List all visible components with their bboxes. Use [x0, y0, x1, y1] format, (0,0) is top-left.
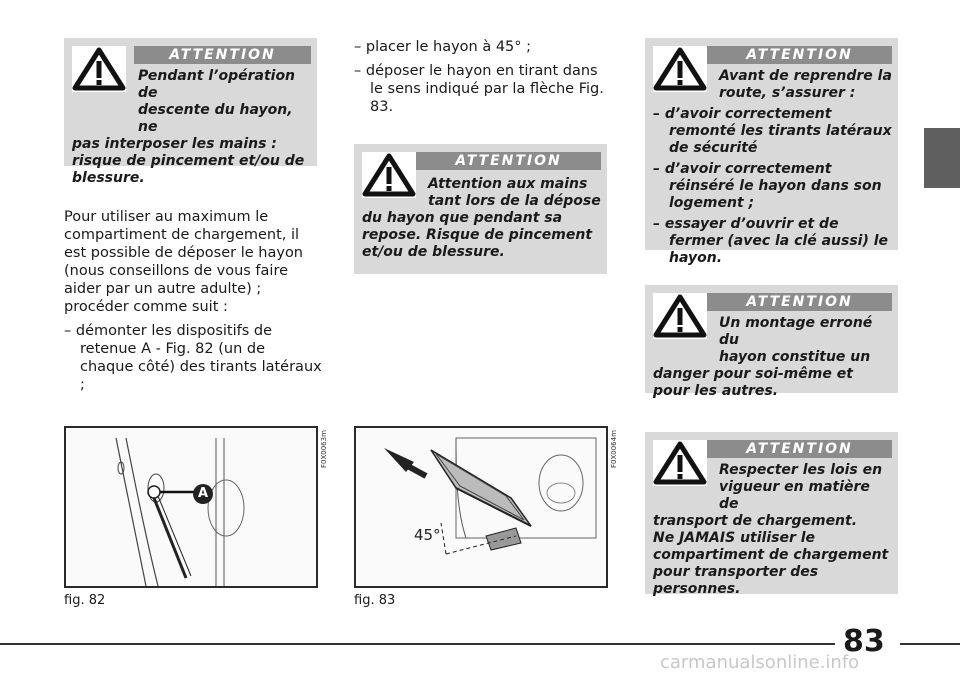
warning-text-rest: danger pour soi-même et pour les autres.: [653, 366, 853, 399]
callout-a-badge: A: [193, 484, 213, 504]
warning-text-line: vigueur en matière de: [719, 479, 870, 512]
warning-text-rest: du hayon que pendant sa repose. Risque de pincement et/ou de blessure.: [362, 210, 593, 260]
footer-rule-right: [900, 643, 960, 645]
warning-box-3: [645, 38, 898, 266]
figure-caption: fig. 82: [64, 593, 106, 608]
step-1: – démonter les dispositifs de retenue A - Fig. 82 (un de chaque côté) des tirants latéraux ;: [64, 323, 322, 393]
warning-text-line: Un montage erroné du: [719, 315, 873, 348]
warning-text-line: descente du hayon, ne: [138, 102, 293, 135]
warning-list-item: – essayer d’ouvrir et de fermer (avec la clé aussi) le hayon.: [653, 216, 889, 266]
warning-text-line: hayon constitue un: [719, 349, 871, 365]
warning-list-item: – d’avoir correctement réinséré le hayon dans son logement ;: [653, 161, 882, 211]
warning-text-rest: pas interposer les mains : risque de pincement et/ou de blessure.: [72, 136, 305, 186]
attention-band: ATTENTION: [707, 440, 892, 458]
warning-box-5: [645, 432, 898, 597]
warning-list-item: – d’avoir correctement remonté les tirants latéraux de sécurité: [653, 106, 892, 156]
warning-text-line: route, s’assurer :: [719, 85, 856, 101]
step-2: – placer le hayon à 45° ;: [354, 39, 532, 55]
section-tab: [924, 128, 960, 188]
footer-rule-left: [0, 643, 835, 645]
attention-band: ATTENTION: [707, 293, 892, 311]
warning-box-4: [645, 285, 898, 399]
figure-code: F0X0063m: [320, 430, 328, 468]
attention-band: ATTENTION: [416, 152, 601, 170]
body-text-left: [64, 208, 322, 394]
warning-text-line: Avant de reprendre la: [719, 68, 892, 84]
step-3: – déposer le hayon en tirant dans le sens indiqué par la flèche Fig. 83.: [354, 63, 604, 115]
attention-band: ATTENTION: [134, 46, 311, 64]
warning-text-line: Respecter les lois en: [719, 462, 883, 478]
figure-caption: fig. 83: [354, 593, 396, 608]
body-text-middle: [354, 38, 606, 116]
fig82-illustration: [66, 428, 316, 586]
page-number: 83: [843, 624, 885, 659]
warning-text-line: Attention aux mains: [428, 176, 588, 192]
warning-text-rest: Ne JAMAIS utiliser le compartiment de chargement pour transporter des personnes.: [653, 530, 889, 597]
intro-paragraph: Pour utiliser au maximum le compartiment de chargement, il est possible de déposer le hayon (nous conseillons de vous faire aider par un autre adulte) ; procéder comme suit :: [64, 209, 304, 315]
angle-label: 45°: [414, 526, 441, 544]
warning-box-1: [64, 38, 317, 186]
watermark: carmanualsonline.info: [660, 652, 860, 673]
warning-text-line: tant lors de la dépose: [428, 193, 601, 209]
warning-box-2: [354, 144, 607, 274]
attention-band: ATTENTION: [707, 46, 892, 64]
figure-82: [64, 426, 318, 588]
warning-text-rest: transport de chargement.: [653, 513, 858, 529]
fig83-illustration: [356, 428, 606, 586]
figure-83: [354, 426, 608, 588]
figure-code: F0X0064m: [610, 430, 618, 468]
warning-text-line: Pendant l’opération de: [138, 68, 296, 101]
